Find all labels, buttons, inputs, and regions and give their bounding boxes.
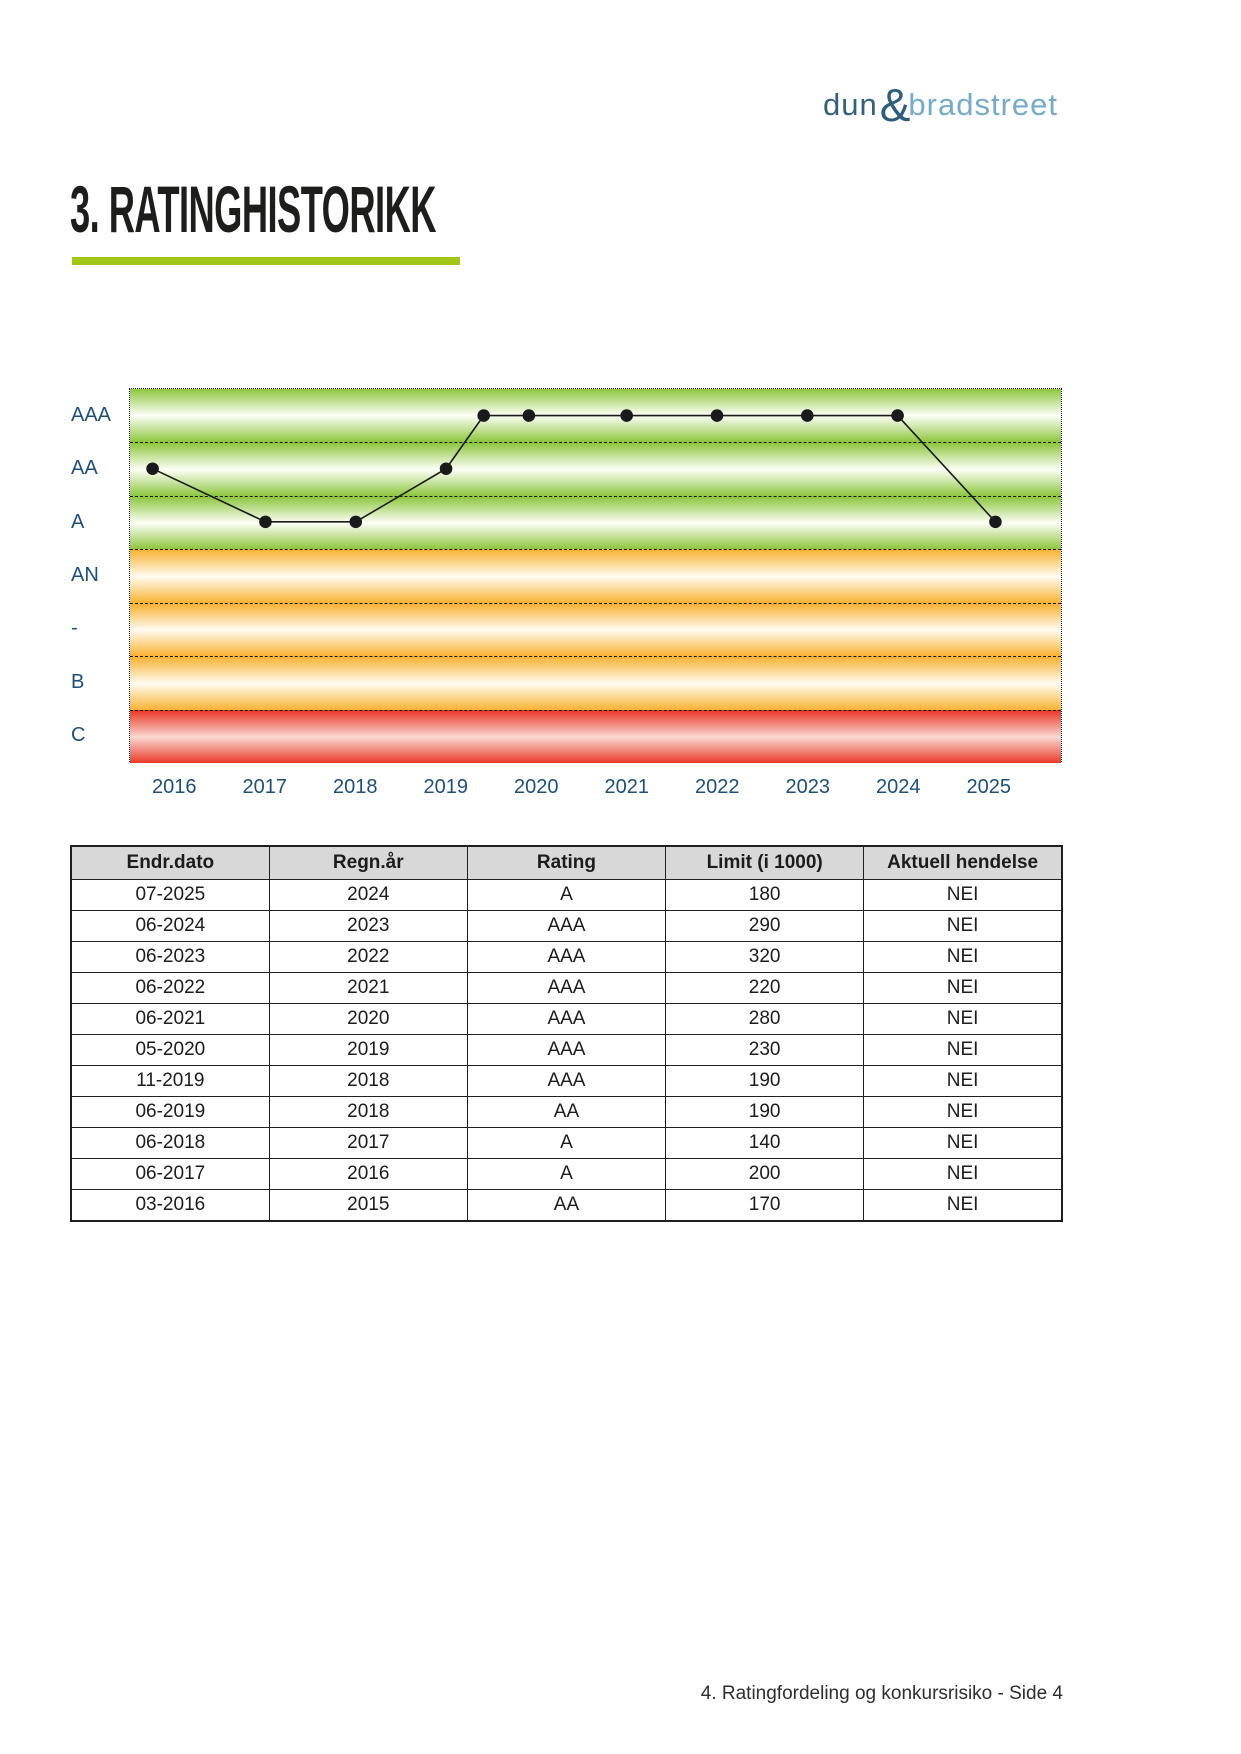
page-title: 3. RATINGHISTORIKK [70,172,436,246]
y-axis-label-B: B [71,670,85,693]
table-cell: 2020 [269,1004,467,1035]
data-point-06-2022 [711,409,724,422]
logo-text-dun: dun [823,87,878,122]
table-cell: 2024 [269,880,467,911]
rating-line-chart [130,389,1061,761]
x-axis-label-2021: 2021 [604,776,649,798]
table-cell: NEI [864,1035,1062,1066]
table-header-cell: Limit (i 1000) [666,846,864,880]
table-cell: NEI [864,1190,1062,1222]
table-cell: 06-2019 [71,1097,269,1128]
x-axis-label-2017: 2017 [242,776,287,798]
rating-line [153,416,996,522]
data-point-11-2019 [477,409,490,422]
table-row [71,942,1062,973]
table-header-cell: Regn.år [269,846,467,880]
rating-history-table [70,845,1063,1222]
chart-plot-area [129,388,1062,762]
table-cell: 320 [666,942,864,973]
table-cell: 2018 [269,1066,467,1097]
x-axis-label-2020: 2020 [514,776,559,798]
table-cell: NEI [864,973,1062,1004]
table-cell: 07-2025 [71,880,269,911]
table-cell: NEI [864,1004,1062,1035]
chart-x-axis [129,777,1062,803]
logo-text-bradstreet: bradstreet [908,87,1058,122]
table-header-cell: Aktuell hendelse [864,846,1062,880]
table-cell: 2016 [269,1159,467,1190]
heading-accent-bar [72,257,460,265]
table-header-cell: Endr.dato [71,846,269,880]
y-axis-label-AA: AA [71,457,98,480]
table-row [71,1066,1062,1097]
page-footer: 4. Ratingfordeling og konkursrisiko - Side 4 [700,1683,1063,1704]
y-axis-label-AN: AN [71,564,99,586]
table-row [71,1035,1062,1066]
table-cell: NEI [864,942,1062,973]
x-axis-label-2024: 2024 [876,776,921,798]
table-cell: NEI [864,1128,1062,1159]
table-cell: 06-2024 [71,911,269,942]
table-cell: 200 [666,1159,864,1190]
y-axis-label-AAA: AAA [71,403,112,426]
table-header-row [71,846,1062,880]
table-row [71,911,1062,942]
x-axis-label-2025: 2025 [966,776,1011,798]
table-cell: 2017 [269,1128,467,1159]
table-row [71,1097,1062,1128]
table-cell: 190 [666,1066,864,1097]
table-cell: 06-2018 [71,1128,269,1159]
table-cell: 220 [666,973,864,1004]
table-cell: 290 [666,911,864,942]
data-point-06-2021 [620,409,633,422]
table-cell: AAA [467,942,665,973]
table-cell: 2019 [269,1035,467,1066]
table-header-cell: Rating [467,846,665,880]
table-cell: 11-2019 [71,1066,269,1097]
table-cell: 06-2022 [71,973,269,1004]
chart-y-axis [71,388,125,762]
table-cell: 2015 [269,1190,467,1222]
table-cell: AAA [467,911,665,942]
table-cell: A [467,1159,665,1190]
table-cell: NEI [864,880,1062,911]
table-cell: AA [467,1190,665,1222]
table-cell: 140 [666,1128,864,1159]
table-row [71,1128,1062,1159]
dun-bradstreet-logo [823,76,1058,131]
table-row [71,1159,1062,1190]
x-axis-label-2019: 2019 [423,776,468,798]
table-row [71,1190,1062,1222]
data-point-03-2016 [146,462,159,475]
table-cell: 2022 [269,942,467,973]
table-cell: 05-2020 [71,1035,269,1066]
x-axis-label-2023: 2023 [785,776,830,798]
table-cell: 180 [666,880,864,911]
table-row [71,973,1062,1004]
x-axis-label-2016: 2016 [152,776,197,798]
table-cell: 2018 [269,1097,467,1128]
table-cell: AA [467,1097,665,1128]
x-axis-label-2022: 2022 [695,776,740,798]
data-point-06-2019 [440,462,453,475]
table-cell: 06-2021 [71,1004,269,1035]
table-cell: 06-2017 [71,1159,269,1190]
table-header [71,846,1062,880]
table-cell: AAA [467,1035,665,1066]
y-axis-label-A: A [71,510,85,533]
x-axis-label-2018: 2018 [333,776,378,798]
table-cell: 06-2023 [71,942,269,973]
table-cell: 03-2016 [71,1190,269,1222]
table-cell: 170 [666,1190,864,1222]
table-cell: 2023 [269,911,467,942]
table-cell: A [467,880,665,911]
data-point-07-2025 [989,516,1002,529]
table-cell: 280 [666,1004,864,1035]
table-cell: A [467,1128,665,1159]
table-cell: AAA [467,973,665,1004]
table-cell: NEI [864,911,1062,942]
table-row [71,880,1062,911]
y-axis-label-C: C [71,724,86,747]
y-axis-label--: - [71,617,78,640]
table-cell: NEI [864,1159,1062,1190]
table-cell: NEI [864,1066,1062,1097]
data-point-06-2023 [801,409,814,422]
table-cell: NEI [864,1097,1062,1128]
table-cell: 230 [666,1035,864,1066]
table-row [71,1004,1062,1035]
data-point-06-2024 [891,409,904,422]
table-cell: AAA [467,1004,665,1035]
data-point-06-2018 [349,516,362,529]
table-cell: 190 [666,1097,864,1128]
logo-ampersand-icon: & [879,79,911,131]
data-point-06-2017 [259,516,272,529]
data-point-05-2020 [523,409,536,422]
table-cell: 2021 [269,973,467,1004]
table-cell: AAA [467,1066,665,1097]
